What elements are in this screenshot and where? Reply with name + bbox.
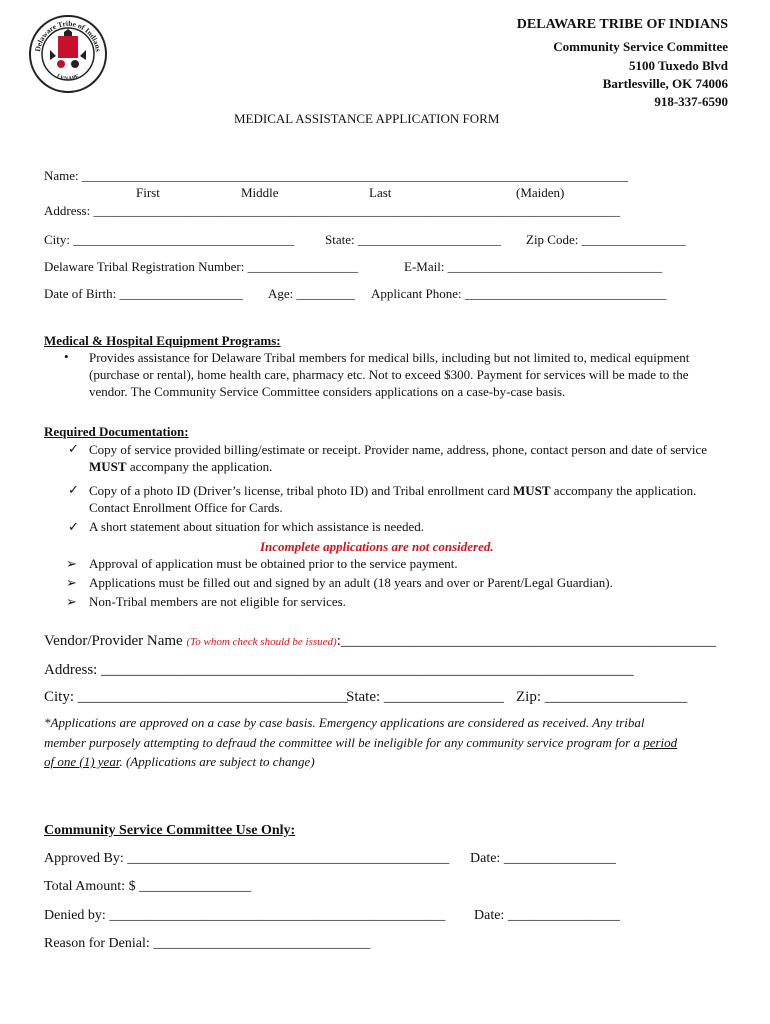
vendor-address-field[interactable]: Address: _______________________________________________________________________: [44, 662, 634, 678]
rule-approval: Approval of application must be obtained prior to the service payment.: [89, 556, 458, 571]
doc-item-billing: Copy of service provided billing/estimate or receipt. Provider name, address, phone, contact person and date of service MUST accompany the application.: [89, 442, 708, 474]
address-field[interactable]: Address: _________________________________________________________________________________: [44, 203, 620, 218]
committee-heading: Community Service Committee Use Only:: [44, 823, 296, 838]
bullet-dot: •: [64, 349, 69, 364]
name-sub-middle: Middle: [241, 185, 279, 200]
zip-code-field[interactable]: Zip Code: ________________: [526, 232, 686, 247]
check-icon: ✓: [68, 441, 79, 456]
arrow-icon: ➢: [66, 556, 77, 571]
applicant-phone-field[interactable]: Applicant Phone: _______________________________: [371, 286, 667, 301]
approved-by-field[interactable]: Approved By: ______________________________________________: [44, 851, 450, 866]
doc-item-photo-id: Copy of a photo ID (Driver’s license, tribal photo ID) and Tribal enrollment card MUST accompany the application. Contact Enrollment Office for Cards.: [89, 483, 697, 515]
state-field[interactable]: State: ______________________: [325, 232, 501, 247]
denied-date-field[interactable]: Date: ________________: [474, 908, 620, 923]
reason-for-denial-field[interactable]: Reason for Denial: _______________________________: [44, 936, 371, 951]
denied-by-field[interactable]: Denied by: ________________________________________________: [44, 908, 446, 923]
documentation-heading: Required Documentation:: [44, 424, 189, 439]
name-sub-last: Last: [369, 185, 392, 200]
org-name: DELAWARE TRIBE OF INDIANS: [516, 17, 728, 32]
note-line-1: *Applications are approved on a case by case basis. Emergency applications are considered as received. Any tribal: [44, 715, 645, 730]
vendor-name-field[interactable]: Vendor/Provider Name (To whom check should be issued):__________________________________________________: [44, 633, 716, 649]
form-title: MEDICAL ASSISTANCE APPLICATION FORM: [234, 111, 500, 126]
city-state-zip: Bartlesville, OK 74006: [602, 76, 728, 91]
vendor-city-field[interactable]: City: ____________________________________: [44, 689, 348, 705]
vendor-hint: (To whom check should be issued): [186, 636, 337, 648]
phone-number: 918-337-6590: [654, 94, 728, 109]
committee-name: Community Service Committee: [553, 39, 728, 54]
name-field[interactable]: Name: ____________________________________________________________________________________: [44, 168, 628, 183]
name-sub-maiden: (Maiden): [516, 185, 565, 200]
check-icon: ✓: [68, 482, 79, 497]
rule-adult-signature: Applications must be filled out and signed by an adult (18 years and over or Parent/Legal Guardian).: [89, 575, 613, 590]
vendor-zip-field[interactable]: Zip: ___________________: [516, 689, 688, 705]
note-line-2: member purposely attempting to defraud the committee will be ineligible for any community service program for a period: [44, 735, 678, 750]
check-icon: ✓: [68, 519, 79, 534]
email-field[interactable]: E-Mail: _________________________________: [404, 259, 663, 274]
tribe-seal-logo: [28, 14, 108, 94]
note-line-3: of one (1) year. (Applications are subject to change): [44, 754, 315, 769]
rule-non-tribal: Non-Tribal members are not eligible for services.: [89, 594, 346, 609]
name-sub-first: First: [136, 185, 160, 200]
approved-date-field[interactable]: Date: ________________: [470, 851, 616, 866]
vendor-state-field[interactable]: State: ________________: [346, 689, 504, 705]
arrow-icon: ➢: [66, 594, 77, 609]
street-address: 5100 Tuxedo Blvd: [629, 58, 728, 73]
incomplete-warning: Incomplete applications are not considered.: [260, 539, 494, 554]
date-of-birth-field[interactable]: Date of Birth: ___________________: [44, 286, 243, 301]
city-field[interactable]: City: __________________________________: [44, 232, 295, 247]
doc-item-statement: A short statement about situation for which assistance is needed.: [89, 519, 425, 534]
svg-text:Delaware Tribe of Indians: Delaware Tribe of Indians: [33, 18, 103, 53]
age-field[interactable]: Age: _________: [268, 286, 356, 301]
arrow-icon: ➢: [66, 575, 77, 590]
programs-heading: Medical & Hospital Equipment Programs:: [44, 333, 281, 348]
svg-text:LENAPE: LENAPE: [55, 73, 81, 83]
programs-description: Provides assistance for Delaware Tribal members for medical bills, including but not limited to, medical equipment (purchase or rental), home health care, pharmacy etc. Not to exceed $300. Payment for services will be made to the vendor. The Community Service Committee considers applications on a case-by-case basis.: [89, 350, 690, 399]
tribal-registration-field[interactable]: Delaware Tribal Registration Number: _________________: [44, 259, 359, 274]
total-amount-field[interactable]: Total Amount: $ ________________: [44, 879, 252, 894]
